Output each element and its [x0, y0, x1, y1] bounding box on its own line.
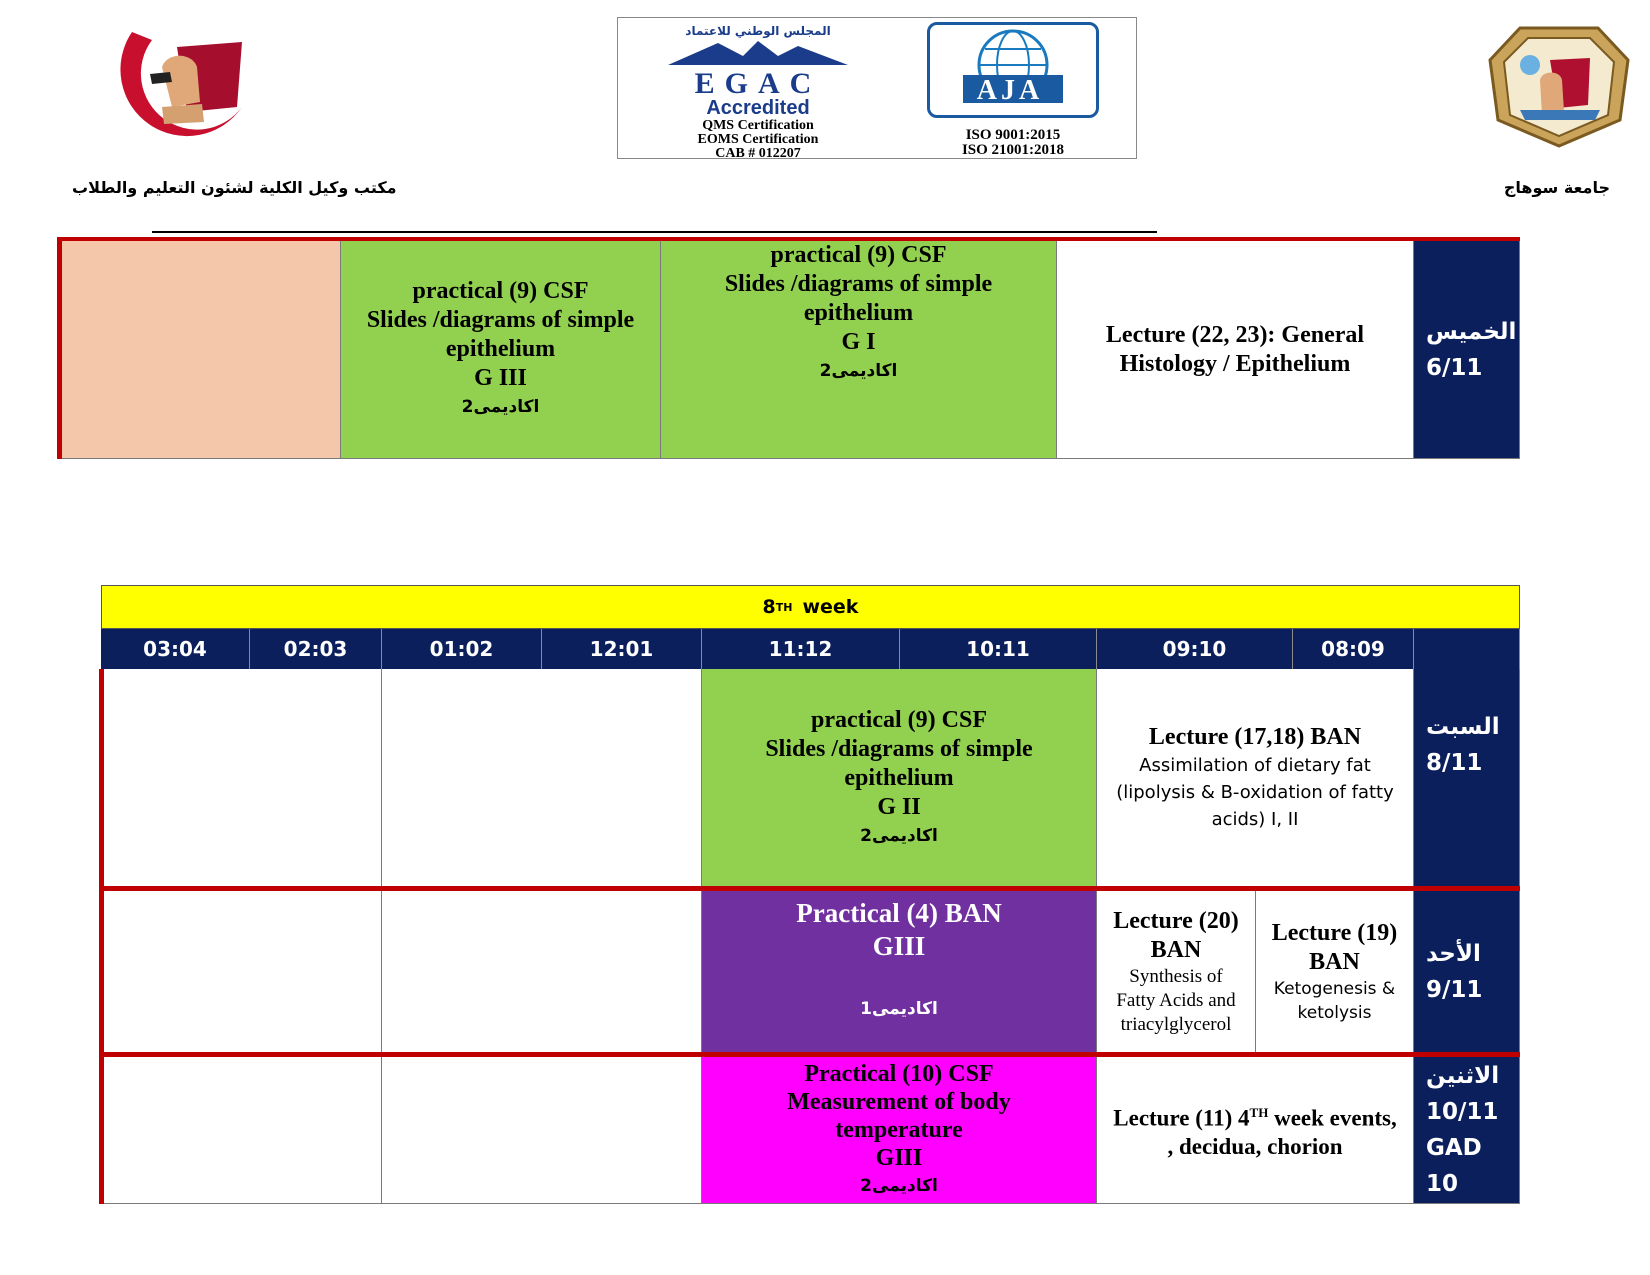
day-name: الخميس — [1426, 318, 1517, 345]
lecture-code: BAN — [1150, 937, 1202, 963]
day-name: الأحد — [1426, 941, 1481, 967]
lecture-line1 — [1113, 1099, 1396, 1133]
lecture-prefix: Lecture (11) 4 — [1113, 1105, 1250, 1131]
lecture-text-2: (lipolysis & B-oxidation of fatty — [1116, 782, 1394, 803]
egac-line-3: CAB # 012207 — [715, 146, 801, 161]
lecture-text-1: Synthesis of — [1129, 966, 1223, 987]
practical-cell-ban — [702, 891, 1097, 1054]
empty-cell — [382, 669, 702, 888]
aja-name: AJA — [976, 75, 1044, 106]
day-extra-2: 10 — [1426, 1171, 1459, 1197]
egac-name: EGAC — [694, 67, 822, 100]
day-name: الاثنين — [1426, 1063, 1500, 1089]
practical-title: Practical (10) CSF — [804, 1060, 994, 1087]
practical-title: Practical (4) BAN — [796, 898, 1002, 928]
lecture-cell — [1097, 1057, 1414, 1204]
day-cell-monday — [1414, 1057, 1520, 1204]
egac-line-2: EOMS Certification — [697, 132, 819, 147]
practical-room: اكاديمى2 — [860, 1175, 938, 1196]
lecture-20-cell — [1097, 891, 1256, 1054]
day-name: السبت — [1426, 714, 1500, 740]
egac-arabic: المجلس الوطني للاعتماد — [685, 24, 831, 38]
lecture-title: Lecture (19) — [1271, 920, 1398, 946]
lecture-title: Lecture (17,18) BAN — [1148, 724, 1362, 750]
practical-cell-g2 — [702, 669, 1097, 888]
lecture-text-2: Fatty Acids and — [1116, 990, 1236, 1011]
practical-line2: Measurement of body — [787, 1088, 1011, 1115]
practical-cell-csf — [702, 1057, 1097, 1204]
practical-room: اكاديمى1 — [860, 999, 938, 1019]
day-cell-saturday — [1414, 669, 1520, 888]
practical-line3: epithelium — [445, 336, 556, 362]
lecture-sup: TH — [1249, 1105, 1269, 1121]
university-name: جامعة سوهاج — [1503, 178, 1610, 197]
week-sup: TH — [775, 600, 793, 614]
time-slot-2: 09:10 — [1097, 629, 1293, 669]
lecture-line1: Lecture (22, 23): General — [1105, 321, 1365, 348]
lecture-text-3: acids) I, II — [1211, 809, 1299, 830]
practical-title: practical (9) CSF — [811, 706, 987, 733]
practical-group: G I — [841, 329, 876, 355]
practical-room: اكاديمى2 — [860, 825, 938, 846]
lecture-19-cell — [1256, 891, 1414, 1054]
practical-room: اكاديمى2 — [819, 361, 898, 381]
aja-line-2: ISO 21001:2018 — [961, 142, 1065, 158]
practical-title: practical (9) CSF — [412, 278, 589, 304]
day-date: 6/11 — [1426, 354, 1483, 381]
lecture-suffix: week events, — [1268, 1105, 1397, 1131]
practical-line3: epithelium — [844, 764, 954, 791]
empty-cell — [104, 891, 382, 1054]
day-date: 8/11 — [1426, 750, 1483, 776]
practical-line2: Slides /diagrams of simple — [366, 307, 635, 333]
practical-group: G II — [877, 793, 921, 820]
empty-cell — [382, 891, 702, 1054]
week-word: week — [802, 596, 859, 618]
egac-line-1: QMS Certification — [702, 118, 814, 133]
empty-cell — [104, 669, 382, 888]
practical-title: practical (9) CSF — [770, 242, 947, 268]
lecture-line2: Histology / Epithelium — [1119, 350, 1351, 377]
week-banner — [101, 585, 1520, 629]
day-date: 9/11 — [1426, 977, 1483, 1003]
lecture-text-2: ketolysis — [1297, 1003, 1372, 1023]
practical-group: G III — [474, 365, 527, 391]
day-cell-sunday — [1414, 891, 1520, 1054]
lecture-cell — [1097, 669, 1414, 888]
time-slot-3: 10:11 — [900, 629, 1097, 669]
practical-line2: Slides /diagrams of simple — [724, 271, 993, 297]
lecture-line2: , decidua, chorion — [1167, 1133, 1343, 1159]
time-slot-5: 12:01 — [542, 629, 702, 669]
time-slot-6: 01:02 — [382, 629, 542, 669]
time-slot-blank — [1414, 629, 1520, 669]
day-date: 10/11 — [1426, 1099, 1499, 1125]
time-slot-1: 08:09 — [1293, 629, 1414, 669]
day-extra-1: GAD — [1426, 1135, 1482, 1161]
egac-status: Accredited — [706, 97, 810, 119]
office-title: مكتب وكيل الكلية لشئون التعليم والطلاب — [72, 178, 397, 197]
lecture-code: BAN — [1309, 949, 1360, 975]
empty-cell — [104, 1057, 382, 1204]
lecture-text-3: triacylglycerol — [1120, 1014, 1232, 1035]
lecture-text-1: Ketogenesis & — [1273, 979, 1396, 999]
empty-cell — [382, 1057, 702, 1204]
aja-line-1: ISO 9001:2015 — [965, 127, 1061, 143]
practical-group: GIII — [872, 931, 926, 961]
week-number: 8 — [762, 596, 776, 618]
time-slot-7: 02:03 — [250, 629, 382, 669]
practical-room: اكاديمى2 — [461, 397, 540, 417]
lecture-text-1: Assimilation of dietary fat — [1139, 755, 1371, 776]
practical-line3: epithelium — [803, 300, 914, 326]
practical-line2: Slides /diagrams of simple — [765, 735, 1033, 762]
practical-line3: temperature — [835, 1116, 963, 1143]
time-slot-4: 11:12 — [702, 629, 900, 669]
time-slot-8: 03:04 — [101, 629, 250, 669]
practical-group: GIII — [875, 1144, 923, 1171]
lecture-title: Lecture (20) — [1113, 908, 1239, 934]
